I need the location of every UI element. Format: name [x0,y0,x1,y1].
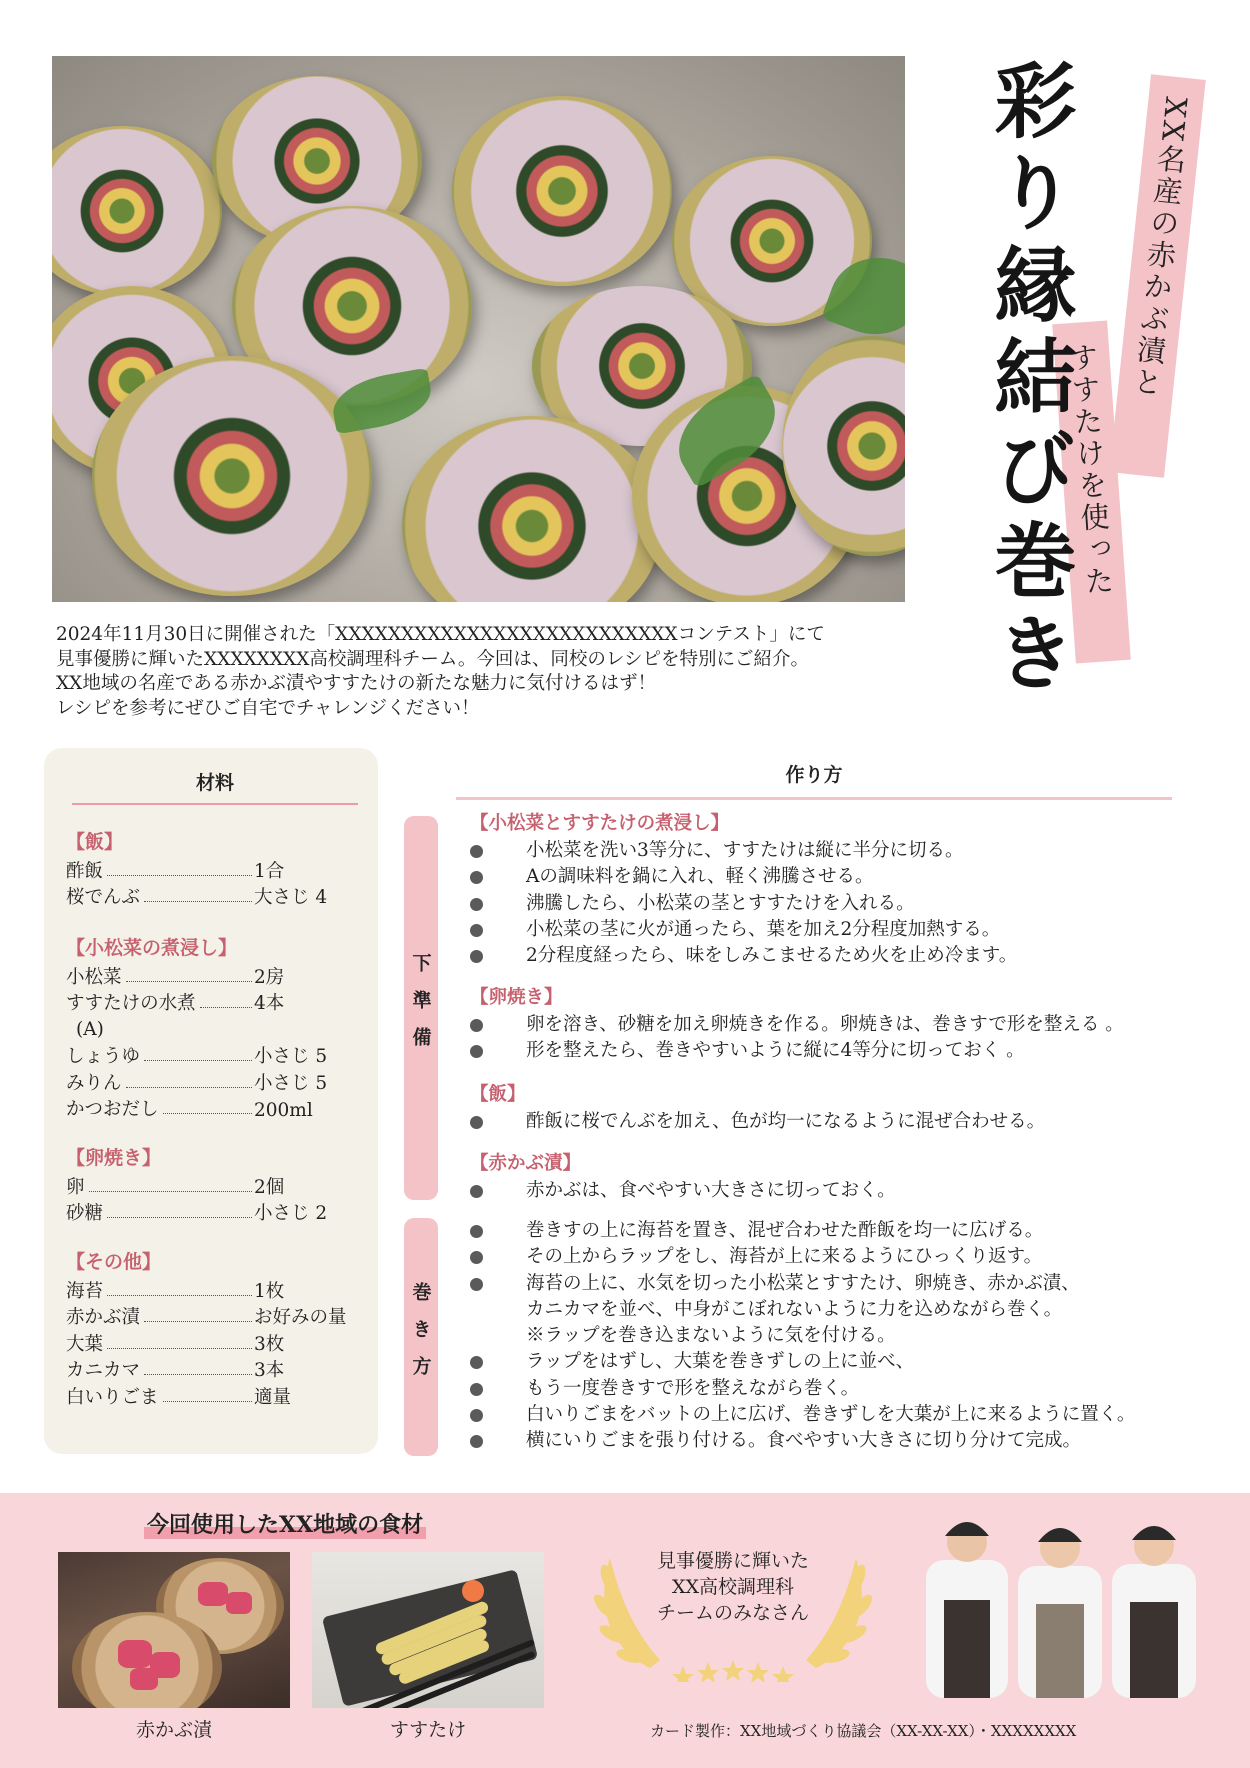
method-step-text: 巻きすの上に海苔を置き、混ぜ合わせた酢飯を均一に広げる。 [526,1220,1044,1241]
method-step-text: 沸騰したら、小松菜の茎とすすたけを入れる。 [526,892,915,914]
subtitle-tag-2: すすたけを使った [1052,321,1130,664]
ingredient-row [66,856,356,883]
method-step [470,1428,1230,1454]
method-step [470,838,1230,864]
ingredient-amount: 1合 [254,860,285,882]
credit-line: カード製作：XX地域づくり協議会（XX-XX-XX）・XXXXXXXX [650,1722,1077,1740]
leader-dots [89,1191,252,1192]
sushi-roll-image [452,96,672,286]
method-step-text: 形を整えたら、巻きやすいように縦に4等分に切っておく 。 [526,1040,1025,1062]
ingredient-section-komatsuna [66,934,356,1121]
method-section-heading: 【飯】 [470,1084,526,1105]
method-step [470,1376,1230,1402]
leader-dots [126,981,252,982]
method-step-list [470,1218,1230,1455]
bullet-icon [470,1383,483,1396]
method-step-text: その上からラップをし、海苔が上に来るようにひっくり返す。 [526,1246,1043,1268]
method-step-text: Aの調味料を鍋に入れ、軽く沸騰させる。 [526,866,874,888]
akakabu-caption: 赤かぶ漬 [135,1719,212,1741]
ingredient-row [66,1199,356,1226]
method-step-text: 赤かぶは、食べやすい大きさに切っておく。 [526,1180,896,1201]
leader-dots [126,1087,252,1088]
team-member-illustration [1112,1526,1196,1698]
method-section-akakabu [470,1150,1230,1204]
ingredient-name: 小松菜 [66,966,122,988]
method-step-list [470,1109,1230,1135]
pickled-turnip-image [198,1582,228,1606]
team-line: XX高校調理科 [671,1576,795,1598]
method-step [470,1109,1230,1135]
method-step-text: 酢飯に桜でんぶを加え、色が均一になるように混ぜ合わせる。 [526,1111,1046,1132]
ingredient-name: 酢飯 [66,860,104,882]
bullet-icon [470,1356,483,1369]
method-step [470,1349,1230,1375]
method-step-text: 白いりごまをバットの上に広げ、巻きずしを大葉が上に来るように置く。 [526,1404,1136,1426]
method-title: 作り方 [456,760,1172,800]
ingredient-amount: 1枚 [254,1280,285,1302]
sushi-roll-image [52,126,222,296]
method-section-heading: 【赤かぶ漬】 [470,1153,582,1174]
method-step-note [470,1323,1230,1349]
ingredient-amount: 3本 [254,1360,285,1381]
method-step-text: 卵を溶き、砂糖を加え卵焼きを作る。卵焼きは、巻きすで形を整える 。 [526,1014,1124,1035]
method-step [470,1402,1230,1428]
method-section-rolling [470,1218,1230,1455]
bullet-icon [470,898,483,911]
method-step-text: カニカマを並べ、中身がこぼれないように力を込めながら巻く。 [526,1298,1063,1320]
ingredient-name: すすたけの水煮 [66,993,196,1014]
susutake-caption: すすたけ [389,1719,467,1741]
leader-dots [107,1348,252,1349]
winning-team-text [630,1548,836,1626]
ingredient-row [66,1172,356,1199]
method-step-text: もう一度巻きすで形を整えながら巻く。 [526,1377,860,1399]
local-ingredients-heading: 今回使用したXX地域の食材 [144,1508,426,1539]
ingredient-amount: 2個 [254,1176,285,1198]
ingredient-name: かつおだし [66,1099,159,1120]
susutake-photo [312,1552,544,1708]
star-icon [722,1660,744,1681]
star-icon [772,1666,794,1682]
subtitle-tag-1: XX名産の赤かぶ漬と [1109,74,1205,478]
method-step [470,917,1230,943]
bullet-icon [470,1045,483,1058]
method-step [470,1038,1230,1064]
pickled-turnip-image [130,1668,158,1690]
ingredient-name: 海苔 [66,1280,104,1302]
ingredient-amount: 適量 [254,1386,292,1408]
ingredient-name: カニカマ [66,1360,141,1381]
ingredient-section-heading: 【小松菜の煮浸し】 [66,937,238,959]
method-step [470,1244,1230,1270]
hero-photo-sushi-rolls [52,56,905,602]
leader-dots [163,1401,252,1402]
intro-line: レシピを参考にぜひご自宅でチャレンジください！ [56,697,480,719]
leader-dots [144,1321,252,1322]
pickled-turnip-image [118,1640,152,1668]
ingredients-panel [44,748,378,1454]
bullet-icon [470,1019,483,1032]
sushi-roll-image [92,356,372,596]
bullet-icon [470,950,483,963]
team-member-illustration [926,1522,1008,1698]
ingredient-row [66,883,356,910]
ingredient-name: 卵 [66,1176,85,1198]
method-step-list [470,1012,1230,1065]
phase-label-rolling: 巻き方 [404,1218,438,1456]
ingredient-row [66,1276,356,1303]
method-step [470,1271,1230,1297]
ingredient-amount: 2房 [254,966,285,988]
ingredient-section-omelette [66,1144,356,1225]
phase-label-prep: 下準備 [404,816,438,1200]
ingredient-row [66,1042,356,1069]
leader-dots [107,1295,252,1296]
ingredient-row [66,1356,356,1383]
ingredients-title: 材料 [72,768,358,805]
method-step-text: 2分程度経ったら、味をしみこませるため火を止め冷ます。 [526,945,1018,967]
team-member-illustration [1018,1528,1102,1698]
ingredient-amount: お好みの量 [254,1307,347,1328]
ingredient-row [66,1303,356,1330]
method-step-text: 横にいりごまを張り付ける。食べやすい大きさに切り分けて完成。 [526,1430,1082,1452]
leader-dots [107,1217,252,1218]
method-step-text: 小松菜を洗い3等分に、すすたけは縦に半分に切る。 [526,840,964,861]
ingredient-row [66,1382,356,1409]
ingredient-row [66,962,356,989]
intro-line: 2024年11月30日に開催された「XXXXXXXXXXXXXXXXXXXXXXXXXXコンテスト」にて [56,624,825,645]
method-section-rice [470,1081,1230,1135]
intro-text [56,623,936,721]
method-step [470,943,1230,969]
method-step-text: 小松菜の茎に火が通ったら、葉を加え2分程度加熱する。 [526,918,1001,940]
ingredient-row [66,989,356,1016]
bullet-icon [470,1409,483,1422]
method-section-omelette [470,984,1230,1065]
bullet-icon [470,1435,483,1448]
pickled-turnip-image [226,1592,252,1614]
bullet-icon [470,1185,483,1198]
leader-dots [144,901,252,902]
ingredient-subgroup-label: (A) [76,1019,104,1040]
garnish-flower-image [462,1580,484,1602]
ingredient-section-heading: 【その他】 [66,1251,162,1273]
star-icon [672,1666,694,1682]
ingredient-amount: 4本 [254,993,285,1014]
leader-dots [200,1007,252,1008]
ingredient-name: 大葉 [66,1333,104,1355]
intro-line: XX地域の名産である赤かぶ漬やすすたけの新たな魅力に気付けるはず！ [56,673,657,695]
ingredient-name: 白いりごま [66,1386,159,1408]
ingredient-row [66,1068,356,1095]
method-section-nibitashi [470,810,1230,969]
method-step-list [470,1178,1230,1204]
page-title: 彩り縁結び巻き [981,58,1077,702]
leader-dots [144,1374,252,1375]
method-step-list [470,838,1230,969]
method-step-continuation [470,1297,1230,1323]
ingredient-name: しょうゆ [66,1046,141,1067]
method-step [470,1012,1230,1038]
ingredient-amount: 小さじ 2 [254,1203,328,1224]
ingredient-amount: 200ml [254,1100,313,1121]
bullet-icon [470,845,483,858]
star-icon [697,1662,719,1682]
ingredient-section-heading: 【飯】 [66,831,124,853]
method-step-text: 海苔の上に、水気を切った小松菜とすすたけ、卵焼き、赤かぶ漬、 [526,1272,1080,1294]
ingredient-amount: 大さじ 4 [254,887,328,908]
method-section-heading: 【小松菜とすすたけの煮浸し】 [470,813,730,834]
intro-line: 見事優勝に輝いたXXXXXXXX高校調理科チーム。今回は、同校のレシピを特別にご紹介。 [56,648,809,670]
ingredient-row [66,1095,356,1122]
ingredient-name: 桜でんぶ [66,887,141,908]
method-step [470,1178,1230,1204]
bullet-icon [470,1278,483,1291]
ingredient-amount: 小さじ 5 [254,1046,328,1067]
bullet-icon [470,1225,483,1238]
bullet-icon [470,1116,483,1129]
method-step-text: ラップをはずし、大葉を巻きずしの上に並べ、 [526,1351,915,1373]
leader-dots [144,1060,252,1061]
method-step [470,1218,1230,1244]
ingredient-name: 砂糖 [66,1203,104,1224]
ingredient-amount: 3枚 [254,1333,285,1355]
ingredient-section-other [66,1248,356,1409]
star-icon [747,1662,769,1682]
ingredient-row [66,1329,356,1356]
bullet-icon [470,871,483,884]
team-photo [920,1508,1204,1698]
ingredient-section-rice [66,828,356,909]
bullet-icon [470,924,483,937]
ingredient-amount: 小さじ 5 [254,1072,328,1094]
method-step-text: ※ラップを巻き込まないように気を付ける。 [526,1325,896,1347]
leader-dots [163,1113,252,1114]
method-step [470,864,1230,890]
ingredient-section-heading: 【卵焼き】 [66,1147,162,1169]
leader-dots [107,875,252,876]
bullet-icon [470,1251,483,1264]
ingredient-name: 赤かぶ漬 [66,1307,141,1328]
team-line: 見事優勝に輝いた [656,1550,809,1572]
method-section-heading: 【卵焼き】 [470,987,563,1008]
method-step [470,891,1230,917]
ingredient-name: みりん [66,1072,122,1094]
akakabu-photo [58,1552,290,1708]
team-line: チームのみなさん [656,1602,809,1624]
